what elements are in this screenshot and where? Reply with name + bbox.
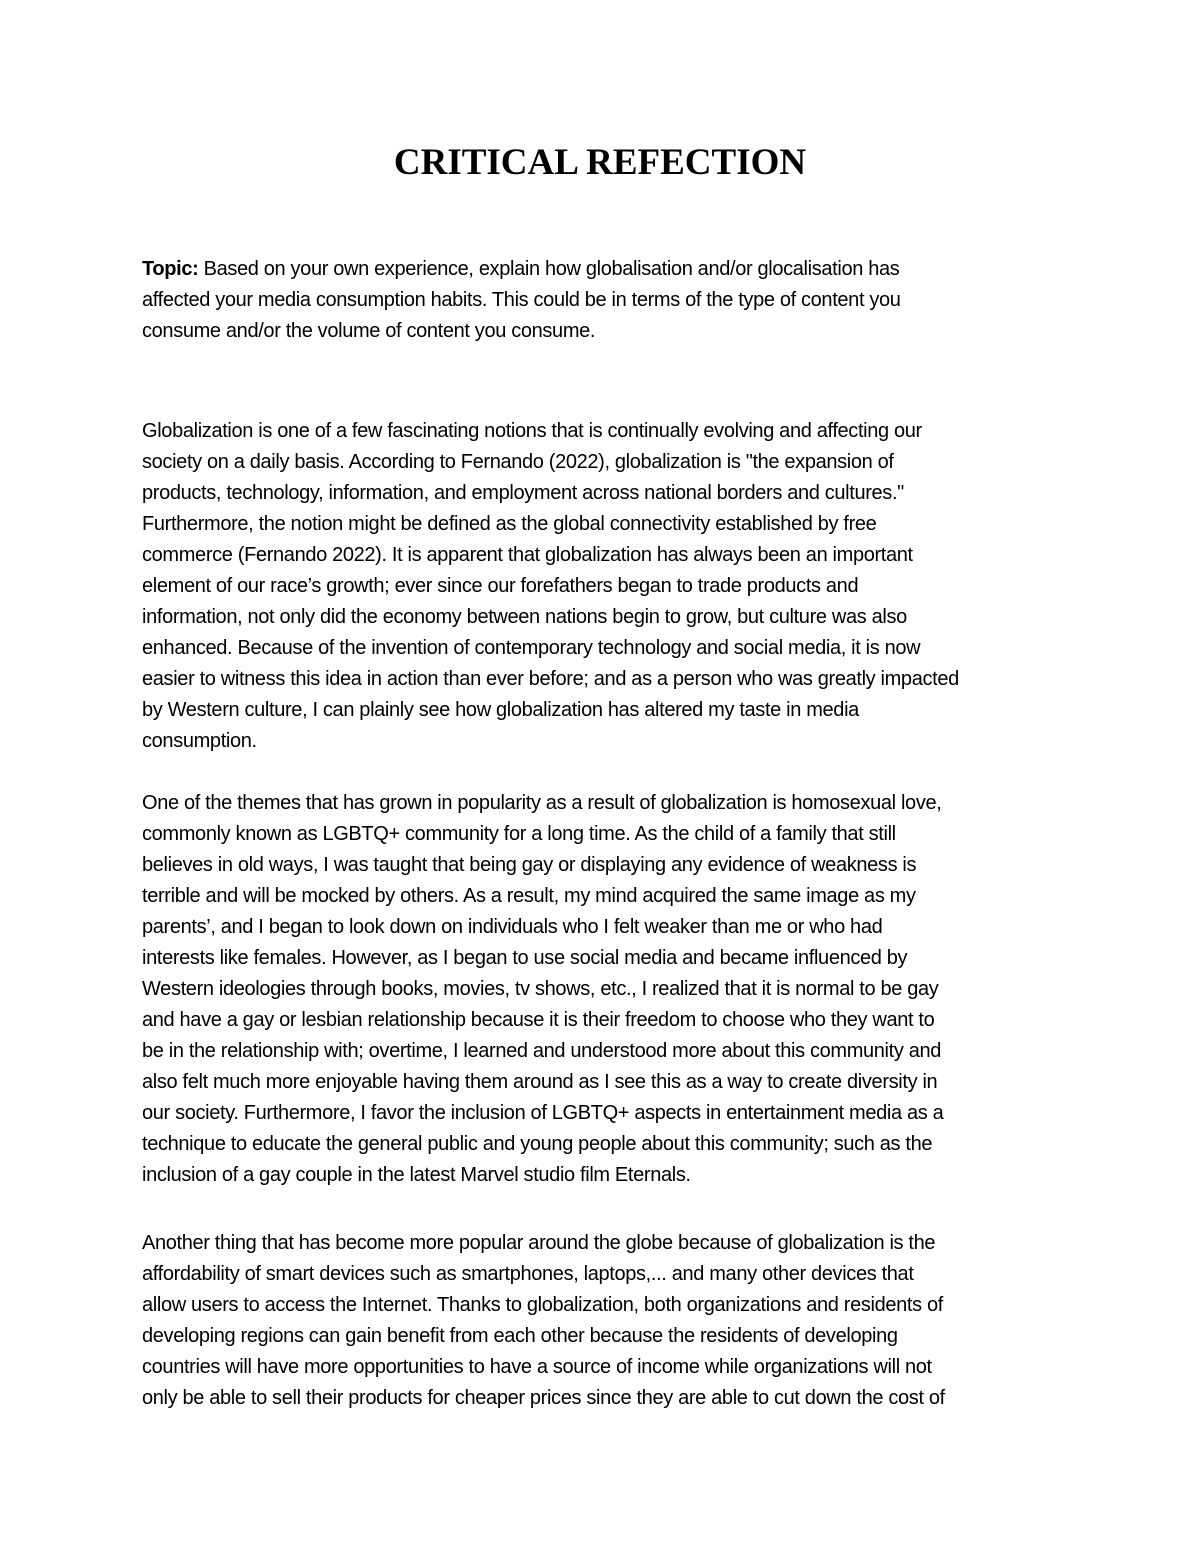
paragraph-line: Furthermore, the notion might be defined as the global connectivity established by free bbox=[142, 513, 877, 535]
paragraph-line: element of our race’s growth; ever since our forefathers began to trade products and bbox=[142, 575, 859, 597]
paragraph-line: be in the relationship with; overtime, I learned and understood more about this community and bbox=[142, 1040, 942, 1062]
paragraph-line: One of the themes that has grown in popularity as a result of globalization is homosexual love, bbox=[142, 792, 942, 814]
paragraph-line: countries will have more opportunities to have a source of income while organizations will not bbox=[142, 1356, 932, 1378]
paragraph-line: interests like females. However, as I began to use social media and became influenced by bbox=[142, 947, 908, 969]
paragraph-line: also felt much more enjoyable having them around as I see this as a way to create diversity in bbox=[142, 1071, 938, 1093]
topic-line: consume and/or the volume of content you consume. bbox=[142, 320, 596, 342]
paragraph-line: and have a gay or lesbian relationship because it is their freedom to choose who they want to bbox=[142, 1009, 935, 1031]
paragraph-line: enhanced. Because of the invention of contemporary technology and social media, it is now bbox=[142, 637, 921, 659]
paragraph-line: Western ideologies through books, movies, tv shows, etc., I realized that it is normal to be gay bbox=[142, 978, 939, 1000]
paragraph-line: affordability of smart devices such as smartphones, laptops,... and many other devices that bbox=[142, 1263, 914, 1285]
paragraph-smart-devices bbox=[142, 1228, 1072, 1414]
paragraph-line: our society. Furthermore, I favor the inclusion of LGBTQ+ aspects in entertainment media as a bbox=[142, 1102, 944, 1124]
topic-text: Based on your own experience, explain how globalisation and/or glocalisation has bbox=[198, 258, 900, 280]
paragraph-line: commonly known as LGBTQ+ community for a long time. As the child of a family that still bbox=[142, 823, 896, 845]
paragraph-line: commerce (Fernando 2022). It is apparent that globalization has always been an important bbox=[142, 544, 913, 566]
paragraph-line: by Western culture, I can plainly see how globalization has altered my taste in media bbox=[142, 699, 859, 721]
topic-line bbox=[142, 254, 1072, 285]
paragraph-globalization-intro bbox=[142, 416, 1072, 757]
topic-line: affected your media consumption habits. This could be in terms of the type of content you bbox=[142, 289, 901, 311]
paragraph-line: developing regions can gain benefit from each other because the residents of developing bbox=[142, 1325, 898, 1347]
paragraph-line: parents’, and I began to look down on individuals who I felt weaker than me or who had bbox=[142, 916, 883, 938]
paragraph-line: easier to witness this idea in action than ever before; and as a person who was greatly impacted bbox=[142, 668, 959, 690]
paragraph-line: inclusion of a gay couple in the latest Marvel studio film Eternals. bbox=[142, 1164, 691, 1186]
paragraph-line: believes in old ways, I was taught that being gay or displaying any evidence of weakness is bbox=[142, 854, 917, 876]
paragraph-line: terrible and will be mocked by others. As a result, my mind acquired the same image as my bbox=[142, 885, 916, 907]
paragraph-line: consumption. bbox=[142, 730, 257, 752]
paragraph-lgbtq-themes bbox=[142, 788, 1072, 1191]
document-title: CRITICAL REFECTION bbox=[393, 142, 807, 183]
paragraph-line: only be able to sell their products for cheaper prices since they are able to cut down the cost of bbox=[142, 1387, 945, 1409]
paragraph-line: technique to educate the general public and young people about this community; such as the bbox=[142, 1133, 933, 1155]
paragraph-line: allow users to access the Internet. Thanks to globalization, both organizations and residents of bbox=[142, 1294, 943, 1316]
paragraph-line: Globalization is one of a few fascinating notions that is continually evolving and affecting our bbox=[142, 420, 922, 442]
paragraph-line: Another thing that has become more popular around the globe because of globalization is the bbox=[142, 1232, 936, 1254]
paragraph-line: society on a daily basis. According to Fernando (2022), globalization is "the expansion of bbox=[142, 451, 894, 473]
paragraph-line: information, not only did the economy between nations begin to grow, but culture was also bbox=[142, 606, 907, 628]
topic-paragraph bbox=[142, 254, 1072, 347]
topic-label: Topic: bbox=[142, 258, 199, 280]
paragraph-line: products, technology, information, and employment across national borders and cultures." bbox=[142, 482, 904, 504]
